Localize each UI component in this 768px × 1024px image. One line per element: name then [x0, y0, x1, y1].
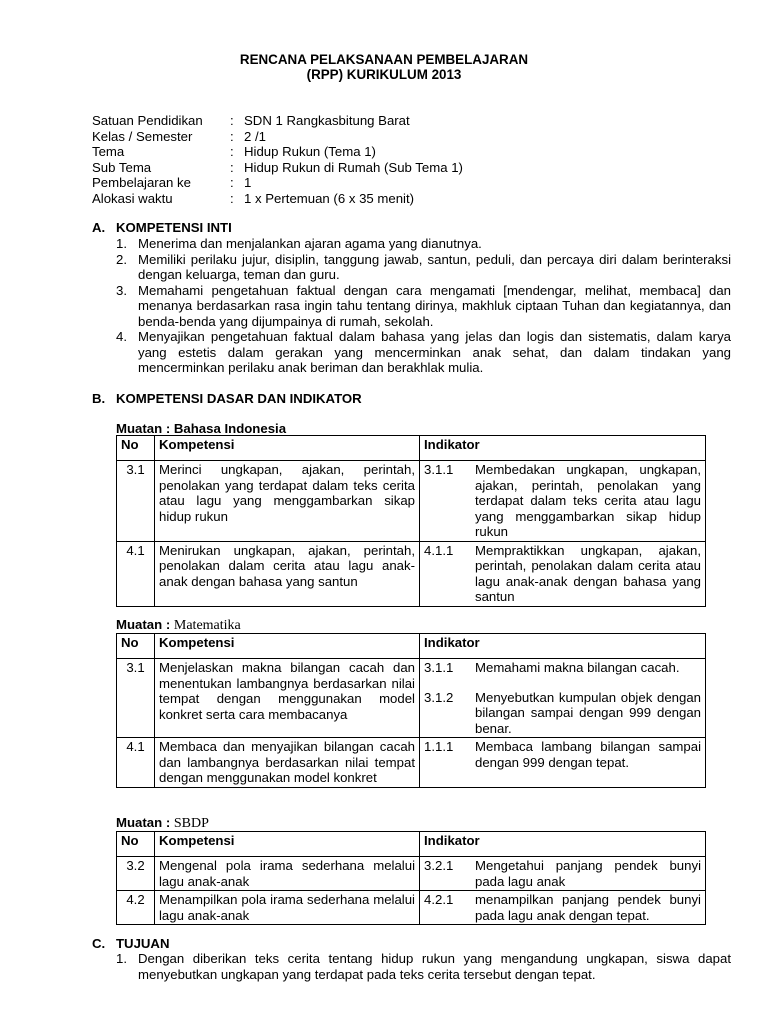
cell-no: 4.1	[117, 738, 155, 788]
header-indikator: Indikator	[420, 436, 706, 461]
identity-value: 1	[244, 175, 252, 190]
indikator-item	[424, 858, 701, 889]
list-text: Menerima dan menjalankan ajaran agama yang dianutnya.	[138, 236, 482, 251]
table-row	[117, 659, 706, 738]
identity-value: 2 /1	[244, 128, 266, 144]
kd-table-bahasa-indonesia	[116, 435, 706, 607]
indikator-text: Membaca lambang bilangan sampai dengan 999 dengan tepat.	[475, 739, 701, 770]
list-item	[116, 236, 731, 252]
cell-kompetensi: Merinci ungkapan, ajakan, perintah, penolakan yang terdapat dalam teks cerita atau lagu yang menggambarkan sikap hidup rukun	[155, 461, 420, 542]
indikator-item	[424, 690, 701, 737]
cell-no: 3.1	[117, 461, 155, 542]
section-a-heading	[92, 220, 232, 236]
indikator-item	[424, 462, 701, 540]
cell-no: 3.2	[117, 857, 155, 891]
indikator-code: 3.1.2	[424, 689, 454, 705]
cell-kompetensi: Membaca dan menyajikan bilangan cacah dan lambangnya berdasarkan nilai tempat dengan menggunakan model konkret	[155, 738, 420, 788]
header-kompetensi: Kompetensi	[155, 832, 420, 857]
muatan-subject: Matematika	[173, 618, 241, 633]
list-item	[116, 329, 731, 376]
muatan-prefix: Muatan :	[116, 421, 171, 436]
muatan-subject: Bahasa Indonesia	[173, 421, 287, 436]
tujuan-list	[116, 951, 731, 982]
list-item	[116, 283, 731, 330]
indikator-item	[424, 543, 701, 605]
cell-no: 3.1	[117, 659, 155, 738]
list-number: 2.	[116, 251, 127, 267]
indikator-item	[424, 892, 701, 923]
table-row	[117, 738, 706, 788]
list-text: Memahami pengetahuan faktual dengan cara mengamati [mendengar, melihat, membaca] dan menanya berdasarkan rasa ingin tahu tentang dirinya, makhluk ciptaan Tuhan dan kegiatannya, dan benda-benda yang dijumpainya di rumah, sekolah.	[138, 282, 731, 329]
muatan-label-sbdp	[116, 815, 209, 832]
table-row	[117, 541, 706, 606]
indikator-text: Membedakan ungkapan, ungkapan, ajakan, perintah, penolakan yang terdapat dalam teks cerita atau lagu yang menggambarkan sikap hidup rukun	[475, 462, 701, 539]
section-letter: C.	[92, 936, 106, 951]
cell-indikator	[420, 659, 706, 738]
identity-colon: :	[230, 113, 234, 128]
indikator-text: menampilkan panjang pendek bunyi pada lagu anak dengan tepat.	[475, 892, 701, 923]
identity-label: Satuan Pendidikan	[92, 113, 203, 128]
section-title: KOMPETENSI INTI	[116, 220, 232, 235]
indikator-text: Mengetahui panjang pendek bunyi pada lagu anak	[475, 858, 701, 889]
identity-label: Sub Tema	[92, 159, 152, 175]
table-header-row	[117, 436, 706, 461]
kd-table-sbdp	[116, 831, 706, 925]
table-row	[117, 891, 706, 925]
identity-colon: :	[230, 144, 234, 159]
header-no: No	[117, 832, 155, 857]
indikator-code: 3.1.1	[424, 660, 454, 675]
cell-indikator	[420, 857, 706, 891]
indikator-code: 4.2.1	[424, 892, 454, 907]
header-no: No	[117, 436, 155, 461]
identity-label: Tema	[92, 144, 125, 159]
cell-kompetensi: Menirukan ungkapan, ajakan, perintah, penolakan dalam cerita atau lagu anak-anak dengan bahasa yang santun	[155, 541, 420, 606]
identity-value: 1 x Pertemuan (6 x 35 menit)	[244, 190, 415, 206]
list-item	[116, 252, 731, 283]
identity-label: Alokasi waktu	[92, 190, 173, 206]
indikator-code: 3.1.1	[424, 462, 454, 477]
table-header-row	[117, 832, 706, 857]
identity-colon: :	[230, 190, 234, 206]
section-letter: B.	[92, 391, 106, 406]
list-number: 1.	[116, 951, 127, 966]
list-text: Dengan diberikan teks cerita tentang hidup rukun yang mengandung ungkapan, siswa dapat menyebutkan ungkapan yang terdapat pada teks cerita tersebut dengan tepat.	[138, 951, 731, 982]
indikator-text: Memahami makna bilangan cacah.	[475, 660, 680, 675]
list-number: 4.	[116, 329, 127, 344]
identity-colon: :	[230, 175, 234, 190]
cell-kompetensi: Menjelaskan makna bilangan cacah dan menentukan lambangnya berdasarkan nilai tempat dengan menggunakan model konkret serta cara membacanya	[155, 659, 420, 738]
kompetensi-inti-list	[116, 236, 731, 376]
muatan-label-matematika	[116, 617, 241, 634]
cell-kompetensi: Menampilkan pola irama sederhana melalui lagu anak-anak	[155, 891, 420, 925]
muatan-prefix: Muatan :	[116, 815, 171, 830]
cell-indikator	[420, 738, 706, 788]
cell-no: 4.2	[117, 891, 155, 925]
indikator-code: 3.2.1	[424, 858, 454, 873]
document-title-line2: (RPP) KURIKULUM 2013	[306, 67, 462, 82]
table-row	[117, 857, 706, 891]
cell-indikator	[420, 891, 706, 925]
header-kompetensi: Kompetensi	[155, 634, 420, 659]
indikator-text: Menyebutkan kumpulan objek dengan bilangan sampai dengan 999 dengan benar.	[475, 689, 701, 736]
header-indikator: Indikator	[420, 634, 706, 659]
identity-value: SDN 1 Rangkasbitung Barat	[244, 113, 410, 128]
indikator-code: 1.1.1	[424, 739, 454, 754]
section-title: TUJUAN	[116, 936, 170, 951]
identity-label: Pembelajaran ke	[92, 175, 191, 190]
indikator-code: 4.1.1	[424, 542, 454, 558]
section-c-heading	[92, 936, 169, 952]
list-item	[116, 951, 731, 982]
table-header-row	[117, 634, 706, 659]
cell-indikator	[420, 461, 706, 542]
muatan-prefix: Muatan :	[116, 617, 171, 632]
list-number: 1.	[116, 236, 127, 251]
header-kompetensi: Kompetensi	[155, 436, 420, 461]
identity-value: Hidup Rukun (Tema 1)	[244, 144, 376, 159]
cell-kompetensi: Mengenal pola irama sederhana melalui lagu anak-anak	[155, 857, 420, 891]
kd-table-matematika	[116, 633, 706, 788]
identity-colon: :	[230, 159, 234, 175]
list-text: Memiliki perilaku jujur, disiplin, tanggung jawab, santun, peduli, dan percaya diri dalam berinteraksi dengan keluarga, teman dan guru.	[138, 251, 731, 282]
indikator-item	[424, 660, 701, 676]
cell-no: 4.1	[117, 541, 155, 606]
section-b-heading	[92, 391, 362, 407]
indikator-text: Mempraktikkan ungkapan, ajakan, perintah, penolakan dalam cerita atau lagu anak-anak dengan bahasa yang santun	[475, 542, 701, 604]
list-text: Menyajikan pengetahuan faktual dalam bahasa yang jelas dan logis dan sistematis, dalam karya yang estetis dalam gerakan yang mencerminkan anak sehat, dan dalam tindakan yang mencerminkan perilaku anak beriman dan berakhlak mulia.	[138, 329, 731, 375]
header-no: No	[117, 634, 155, 659]
cell-indikator	[420, 541, 706, 606]
list-number: 3.	[116, 282, 127, 298]
table-row	[117, 461, 706, 542]
header-indikator: Indikator	[420, 832, 706, 857]
indikator-item	[424, 739, 701, 770]
document-title-line1: RENCANA PELAKSANAAN PEMBELAJARAN	[239, 52, 529, 67]
section-title: KOMPETENSI DASAR DAN INDIKATOR	[116, 391, 362, 406]
identity-value: Hidup Rukun di Rumah (Sub Tema 1)	[244, 159, 463, 175]
muatan-subject: SBDP	[173, 816, 209, 831]
identity-label: Kelas / Semester	[92, 128, 193, 144]
identity-colon: :	[230, 128, 234, 144]
section-letter: A.	[92, 220, 106, 235]
